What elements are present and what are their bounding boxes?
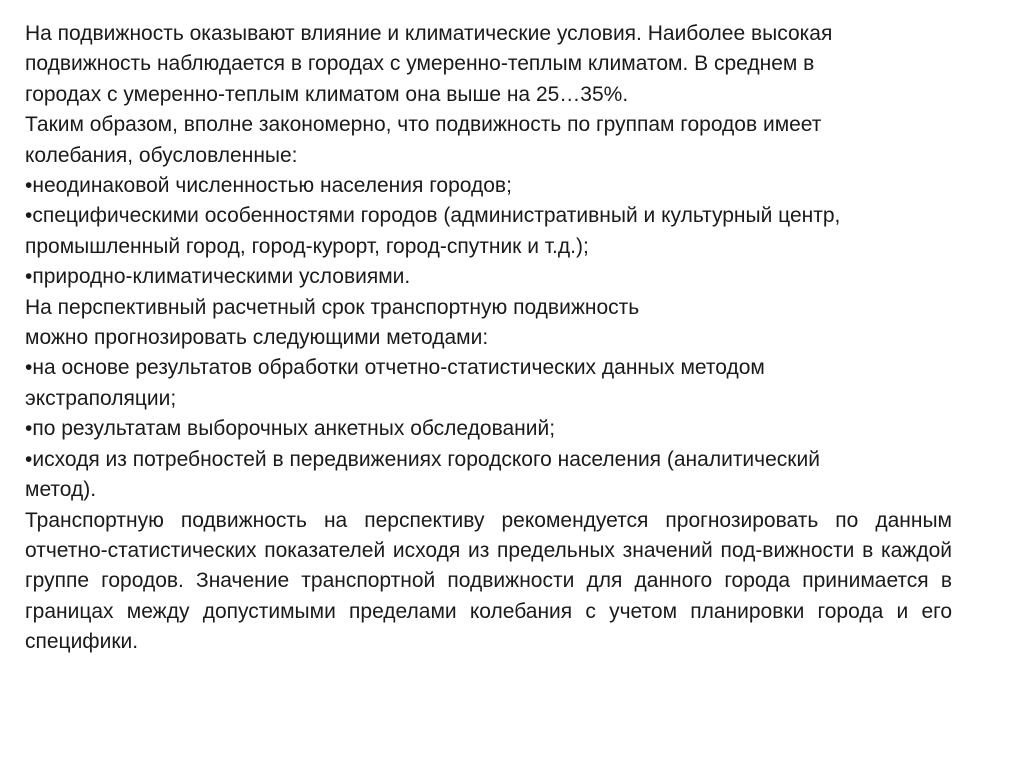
bullet-city-features-line-2: промышленный город, город-курорт, город-спутник и т.д.); <box>25 234 589 258</box>
paragraph-variation-line-1: Таким образом, вполне закономерно, что подвижность по группам городов имеет <box>25 113 822 137</box>
bullet-natural-climate: •природно-климатическими условиями. <box>25 265 411 289</box>
paragraph-forecast-line-1: На перспективный расчетный срок транспортную подвижность <box>25 295 640 319</box>
slide-text-body <box>25 19 952 658</box>
bullet-analytical-line-2: метод). <box>25 478 97 502</box>
bullet-city-features-line-1: •специфическими особенностями городов (административный и культурный центр, <box>25 204 841 228</box>
paragraph-climate-line-1: На подвижность оказывают влияние и климатические условия. Наиболее высокая <box>25 22 833 45</box>
bullet-analytical-line-1: •исходя из потребностей в передвижениях городского населения (аналитический <box>25 447 820 471</box>
paragraph-forecast-line-2: можно прогнозировать следующими методами: <box>25 326 489 350</box>
paragraph-variation-line-2: колебания, обусловленные: <box>25 143 298 167</box>
bullet-extrapolation-line-2: экстраполяции; <box>25 386 177 410</box>
bullet-population: •неодинаковой численностью населения городов; <box>25 174 512 198</box>
paragraph-climate-line-2: подвижность наблюдается в городах с умеренно-теплым климатом. В среднем в <box>25 52 815 76</box>
bullet-extrapolation-line-1: •на основе результатов обработки отчетно-статистических данных методом <box>25 356 765 380</box>
paragraph-recommendation: Транспортную подвижность на перспективу рекомендуется прогнозировать по данным отчетно-статистических показателей исходя из предельных значений под-вижности в каждой группе городов. Значение транспортной подвижности для данного города принимается в границах между допустимыми пределами колебания с учетом планировки города и его специфики. <box>25 508 952 654</box>
paragraph-climate-line-3: городах с умеренно-теплым климатом она выше на 25…35%. <box>25 82 629 106</box>
bullet-surveys: •по результатам выборочных анкетных обследований; <box>25 417 556 441</box>
